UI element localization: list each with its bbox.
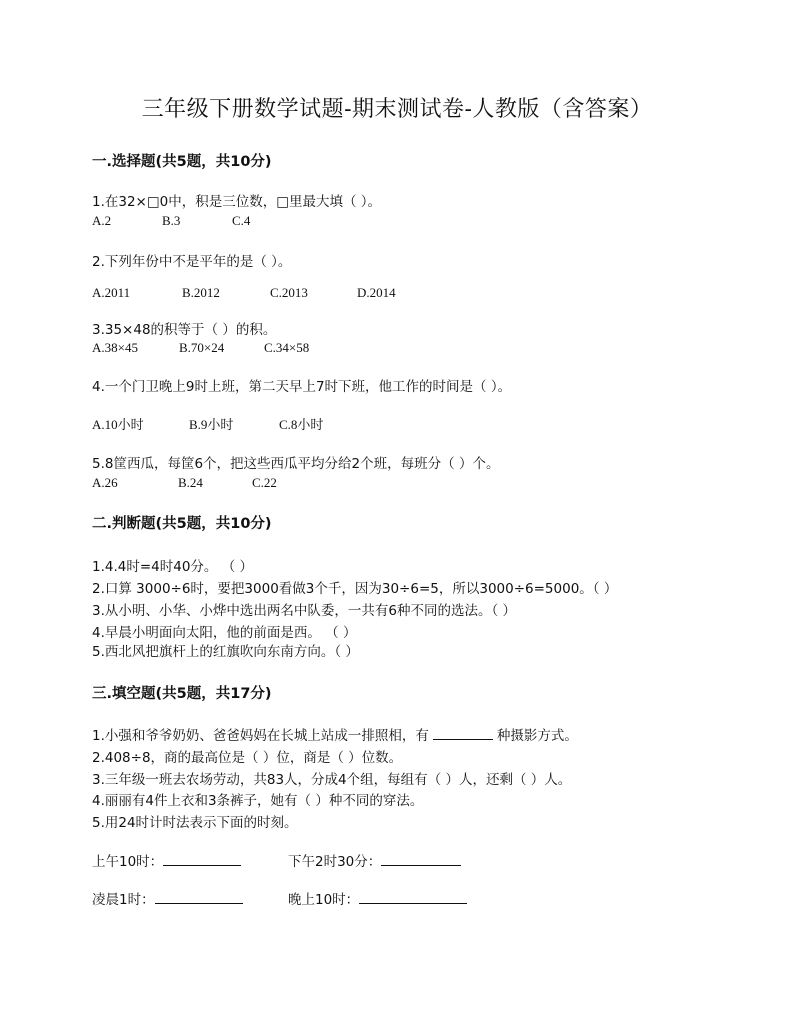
option: B.3 [162,213,181,228]
question-text: 4.丽丽有4件上衣和3条裤子，她有（ ）种不同的穿法。 [92,793,424,809]
question-text: 4.早晨小明面向太阳，他的前面是西。 （ ） [92,625,357,641]
answer-blank[interactable] [359,891,467,904]
option: C.2013 [270,285,308,300]
option: A.2 [92,213,112,228]
time-fill-item [288,850,461,870]
time-fill-label: 下午2时30分： [288,854,382,870]
option: A.38×45 [92,340,138,355]
option: B.2012 [182,285,220,300]
option: A.26 [92,475,118,490]
question-text: 5.西北风把旗杆上的红旗吹向东南方向。（ ） [92,644,359,660]
page-title: 三年级下册数学试题-期末测试卷-人教版（含答案） [141,97,653,122]
question-text: 5.8筐西瓜，每筐6个，把这些西瓜平均分给2个班，每班分（ ）个。 [92,456,500,472]
question-text: 1.在32×□0中，积是三位数，□里最大填（ ）。 [92,194,382,210]
answer-blank[interactable] [163,853,241,866]
question-text: 5.用24时计时法表示下面的时刻。 [92,815,298,831]
option: C.34×58 [264,340,310,355]
time-fill-item [92,888,243,908]
answer-blank[interactable] [155,891,243,904]
question-text: 2.下列年份中不是平年的是（ ）。 [92,254,292,270]
section-heading-fill: 三.填空题(共5题，共17分) [92,686,272,702]
option: C.8小时 [279,417,324,432]
time-fill-label: 凌晨1时： [92,892,155,908]
option: B.24 [178,475,203,490]
section-heading-judge: 二.判断题(共5题，共10分) [92,516,272,532]
question-text: 4.一个门卫晚上9时上班，第二天早上7时下班，他工作的时间是（ ）。 [92,379,512,395]
answer-blank[interactable] [433,727,493,740]
time-fill-label: 上午10时： [92,854,164,870]
option: C.4 [232,213,251,228]
question-text: 3.从小明、小华、小烨中选出两名中队委，一共有6种不同的选法。（ ） [92,603,517,619]
question-text [92,724,578,744]
option: A.10小时 [92,417,144,432]
question-text: 2.408÷8，商的最高位是（ ）位，商是（ ）位数。 [92,750,403,766]
time-fill-label: 晚上10时： [288,892,360,908]
answer-blank[interactable] [381,853,461,866]
section-heading-choice: 一.选择题(共5题，共10分) [92,154,272,170]
question-text: 1.4.4时=4时40分。 （ ） [92,559,254,575]
question-text-after: 种摄影方式。 [496,728,578,744]
time-fill-item [92,850,241,870]
option: C.22 [252,475,277,490]
question-text-before: 1.小强和爷爷奶奶、爸爸妈妈在长城上站成一排照相，有 [92,728,429,744]
question-text: 3.35×48的积等于（ ）的积。 [92,322,277,338]
option: B.9小时 [189,417,234,432]
option: D.2014 [357,285,396,300]
time-fill-item [288,888,467,908]
question-text: 3.三年级一班去农场劳动，共83人，分成4个组，每组有（ ）人，还剩（ ）人。 [92,772,572,788]
option: B.70×24 [179,340,225,355]
question-text: 2.口算 3000÷6时，要把3000看做3个千，因为30÷6=5，所以3000÷6=5000。（ ） [92,581,618,597]
option: A.2011 [92,285,131,300]
